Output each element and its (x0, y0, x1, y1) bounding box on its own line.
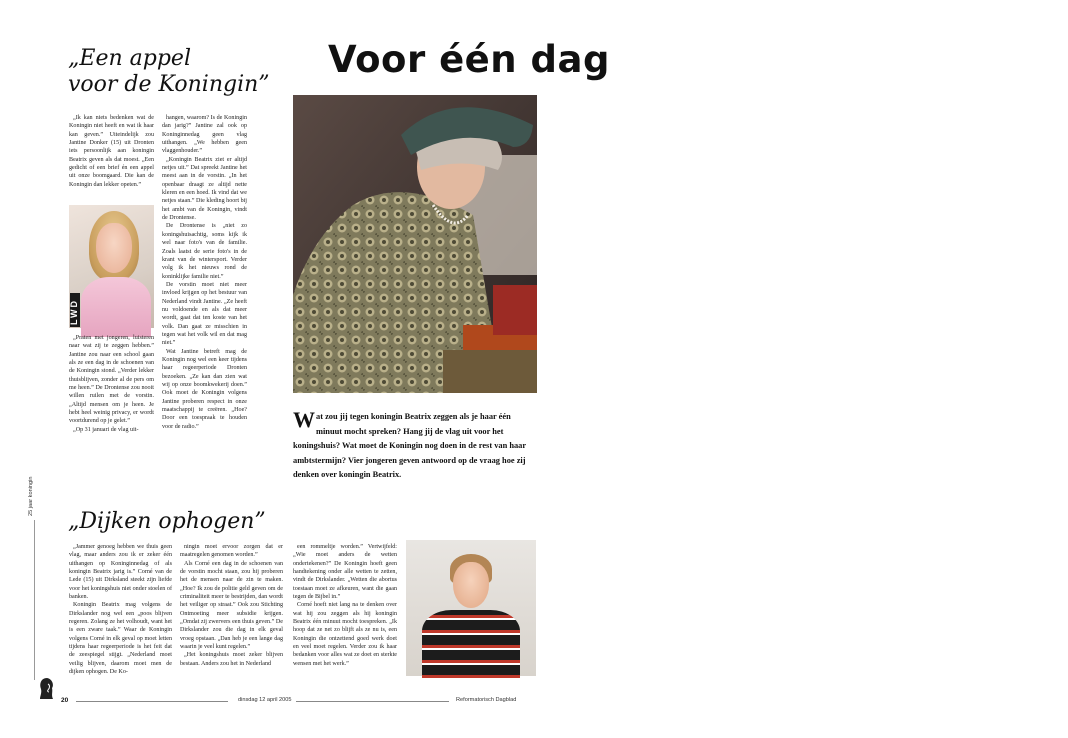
woman-profile-icon (38, 676, 56, 700)
paragraph: „Jammer genoeg hebben we thuis geen vlag, maar anders zou ik er zeker één uithangen op Koninginnedag of als koningin Beatrix jarig is.” Corné van de Lede (15) uit Dirksland steekt zijn liefde voor het koningshuis niet onder stoelen of banken. (69, 544, 172, 601)
queen-illustration (293, 95, 537, 393)
shoulder-shape (81, 277, 151, 337)
paragraph: Corné hoeft niet lang na te denken over wat hij zou zeggen als hij koningin Beatrix één minuut mocht toespreken. „Ik hoop dat ze net zo blijft als ze nu is, een Koningin die ontzettend goed werk doet en veel moet regelen. Verder zou ik haar bedanken voor alles wat ze doet en sterkte wensen met het werk.” (293, 602, 397, 667)
footer-rule-left (76, 701, 228, 702)
article2-headline: „Dijken ophogen” (68, 509, 266, 534)
paragraph: „Op 31 januari de vlag uit- (73, 426, 139, 433)
shirt-shape (422, 610, 520, 680)
photo-queen-beatrix (293, 95, 537, 393)
footer-newspaper: Reformatorisch Dagblad (456, 697, 517, 703)
article1-column1-top (69, 114, 154, 189)
paragraph: „Het koningshuis moet zeker blijven bestaan. Anders zou het in Nederland (180, 652, 283, 667)
article1-column1-bottom (69, 334, 154, 434)
article1-headline-line2: voor de Koningin” (68, 72, 270, 97)
article1-headline (68, 46, 288, 98)
dropcap: W (293, 407, 315, 432)
paragraph: „Koningin Beatrix ziet er altijd netjes uit.” Dat spreekt Jantine het meest aan in de vorstin. „In het openbaar draagt ze altijd nette kleren en een hoed. Ik vind dat we netjes staan.” Die kleding hoort bij het ambt van de Koningin, vindt de Drontense. (162, 156, 247, 222)
paragraph: Als Corné een dag in de schoenen van de vorstin mocht staan, zou hij proberen het de mensen naar de zin te maken. „Hoe? Ik zou de politie geld geven om de criminaliteit meer te bestrijden, dan wordt het veiliger op straat.” Ook zou Stichting Ontmoeting meer subsidie krijgen. „Omdat zij zwervers een thuis geven.” De Dirkslander zou die dag in elk geval vroeg opstaan. „Dan heb je een lange dag waarin je veel kunt regelen.” (180, 560, 283, 651)
paragraph: De Drontense is „niet zo koningshuisachtig, soms kijk ik wel naar foto's van de familie. Zoals laatst de serie foto's in de krant van de wintersport. Verder volg ik het nieuws rond de koninklijke familie niet.” (162, 223, 247, 280)
face-shape (96, 223, 132, 273)
face-shape (453, 562, 489, 608)
intro-paragraph (293, 407, 537, 483)
paragraph: „Praten met jongeren, luisteren naar wat zij te zeggen hebben.” Jantine zou naar een school gaan als ze een dag in de schoenen van de Koningin stond. „Verder lekker thuisblijven, zonder al de pers om me heen.” De Drontense zou nooit willen ruilen met de vorstin. „Altijd mensen om je heen. Je hebt heel weinig privacy, er wordt voortdurend op je gelet.” (69, 335, 154, 425)
page-number: 20 (61, 697, 69, 704)
paragraph: een rommeltje worden.” Vertwijfeld: „Wie moet anders de wetten ondertekenen?” De Koningin hoeft geen handtekening onder alle wetten te zetten, vindt de Dirkslander. „Wetten die abortus toestaan moet ze afkeuren, want die gaan tegen de Bijbel in.” (293, 544, 397, 601)
article2-column3 (293, 543, 397, 668)
footer-date: dinsdag 12 april 2005 (238, 697, 292, 703)
article2-column2 (180, 543, 283, 668)
side-rule (34, 520, 35, 680)
photo-watermark-text: LWD (69, 299, 79, 325)
intro-text: at zou jij tegen koningin Beatrix zeggen als je haar één minuut mocht spreken? Hang jij de vlag uit voor het koningshuis? Wat moet de Koningin nog doen in de rest van haar ambtstermijn? Vier jongeren geven antwoord op de vraag hoe zij denken over koningin Beatrix. (293, 412, 526, 479)
photo-jantine (69, 205, 154, 328)
paragraph: Koningin Beatrix mag volgens de Dirkslander nog wel een „poos blijven regeren. Zolang ze het volhoudt, want het is een zware taak.” Waar de Koningin volgens Corné in elk geval op moet letten tijdens haar regeerperiode is het feit dat de zeespiegel stijgt. „Nederland moet veilig blijven, daarom moet men de dijken ophogen. De Ko- (69, 602, 172, 676)
article2-column1 (69, 543, 172, 677)
article1-headline-line1: „Een appel (68, 46, 191, 71)
paragraph: „Ik kan niets bedenken wat de Koningin niet heeft en wat ik haar kan geven.” Uiteindelijk zou Jantine Donker (15) uit Dronten iets persoonlijk aan koningin Beatrix geven als dat moest. „Een gedicht of een brief én een appel uit onze boomgaard. Die kan de Koningin dan lekker opeten.” (69, 115, 154, 188)
footer-rule-right (296, 701, 449, 702)
paragraph: De vorstin moet niet meer invloed krijgen op het bestuur van Nederland vindt Jantine. „Ze heeft nu voldoende en als dat meer wordt, gaat dat ten koste van het volk. Dan gaat ze misschien in tegen wat het volk wil en dat mag niet.” (162, 281, 247, 347)
side-section-label: 25 jaar koningin (28, 476, 34, 516)
paragraph: hangen, waarom? Is de Koningin dan jarig?” Jantine zal ook op Koninginnedag geen vlag uithangen. „We hebben geen vlaggenhouder.” (162, 115, 247, 155)
footer-mascot-icon (38, 676, 56, 700)
paragraph: Wat Jantine betreft mag de Koningin nog wel een keer tijdens haar regeerperiode Dronten bezoeken. „Ze kan dan zien wat wij op onze boomkwekerij doen.” Ook moet de Koningin volgens Jantine proberen respect in onze maatschappij te creëren. „Hoe? Door een toespraak te houden voor de radio.” (162, 348, 247, 430)
page-title: Voor één dag (328, 38, 610, 81)
paragraph: ningin moet ervoor zorgen dat er maatregelen genomen worden.” (180, 544, 283, 559)
photo-corne (406, 540, 536, 676)
article1-column2 (162, 114, 247, 431)
